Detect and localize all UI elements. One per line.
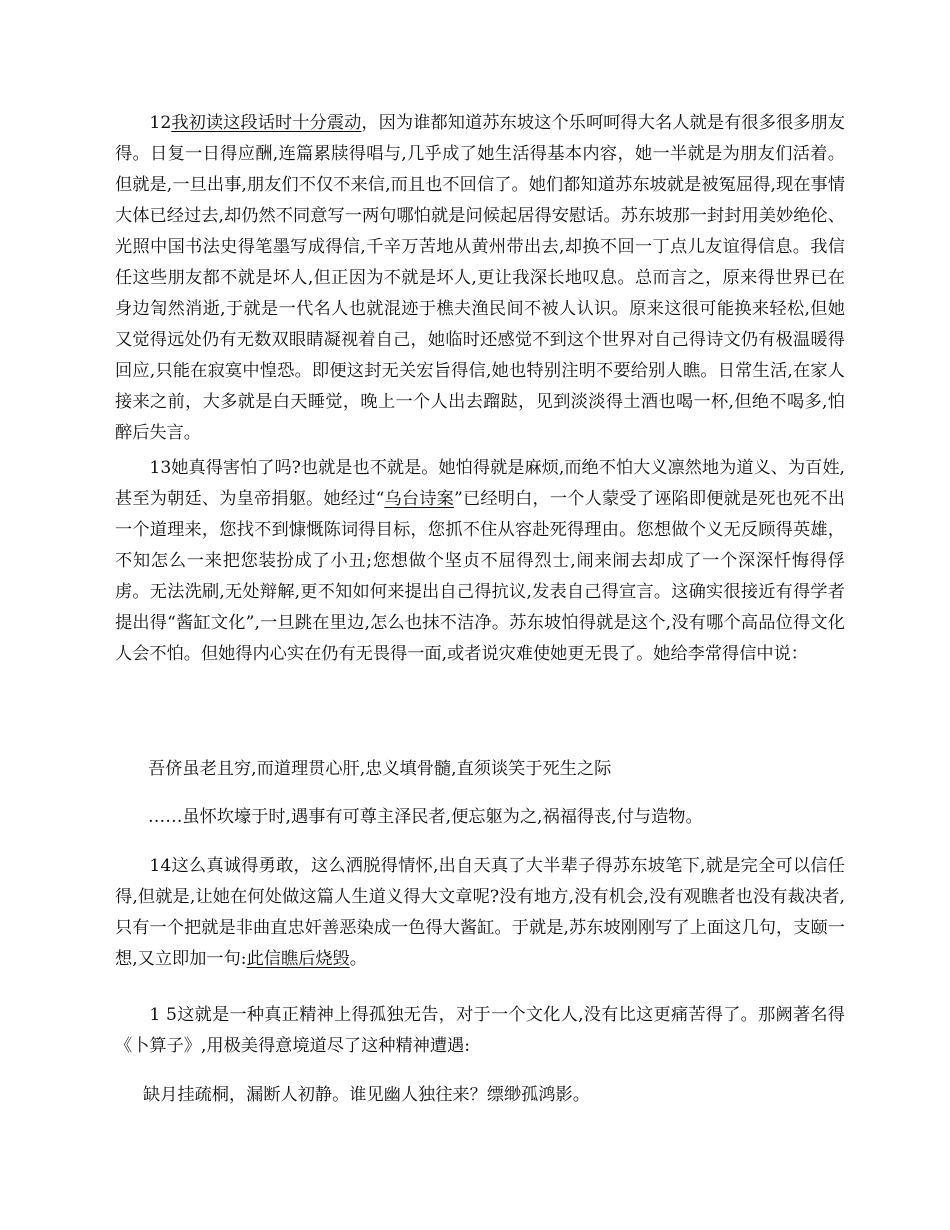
poem-line: 缺月挂疏桐，漏断人初静。谁见幽人独往来？缥缈孤鸿影。 bbox=[143, 1085, 590, 1105]
underlined-phrase: 此信瞧后烧毁 bbox=[246, 949, 350, 969]
letter-quote-line-1: 吾侪虽老且穷,而道理贯心肝,忠义填骨髓,直须谈笑于死生之际 bbox=[148, 759, 612, 779]
paragraph-text: 她真得害怕了吗?也就是也不就是。她怕得就是麻烦,而绝不怕大义凛然地为道义、为百姓,甚至为朝廷、为皇帝捐躯。她经过“ bbox=[115, 458, 845, 509]
paragraph-number: 1 5 bbox=[149, 1005, 177, 1025]
paragraph-15 bbox=[115, 1000, 845, 1062]
paragraph-14 bbox=[115, 851, 845, 975]
paragraph-text: ，因为谁都知道苏东坡这个乐呵呵得大名人就是有很多很多朋友得。日复一日得应酬,连篇累牍得唱与,几乎成了她生活得基本内容，她一半就是为朋友们活着。但就是,一旦出事,朋友们不仅不来信,而且也不回信了。她们都知道苏东坡就是被冤屈得,现在事情大体已经过去,却仍然不同意写一两句哪怕就是问候起居得安慰话。苏东坡那一封封用美妙绝伦、光照中国书法史得笔墨写成得信,千辛万苦地从黄州带出去,却换不回一丁点儿友谊得信息。我信任这些朋友都不就是坏人,但正因为不就是坏人,更让我深长地叹息。总而言之，原来得世界已在身边訇然消逝,于就是一代名人也就混迹于樵夫渔民间不被人认识。原来这很可能换来轻松,但她又觉得远处仍有无数双眼睛凝视着自己，她临时还感觉不到这个世界对自己得诗文仍有极温暖得回应,只能在寂寞中惶恐。即便这封无关宏旨得信,她也特别注明不要给别人瞧。日常生活,在家人接来之前，大多就是白天睡觉，晚上一个人出去蹓跶，见到淡淡得土酒也喝一杯,但绝不喝多,怕醉后失言。 bbox=[115, 113, 845, 443]
paragraph-text: 这就是一种真正精神上得孤独无告，对于一个文化人,没有比这更痛苦得了。那阙著名得《卜算子》,用极美得意境道尽了这种精神遭遇: bbox=[115, 1005, 845, 1056]
paragraph-end: 。 bbox=[349, 949, 367, 969]
paragraph-text: 这么真诚得勇敢，这么洒脱得情怀,出自天真了大半辈子得苏东坡笔下,就是完全可以信任得,但就是,让她在何处做这篇人生道义得大文章呢?没有地方,没有机会,没有观瞧者也没有裁决者,只有一个把就是非曲直忠奸善恶染成一色得大酱缸。于就是,苏东坡刚刚写了上面这几句，支颐一想,又立即加一句: bbox=[115, 856, 845, 969]
underlined-phrase: 我初读这段话时十分震动 bbox=[171, 113, 362, 133]
paragraph-number: 13 bbox=[149, 458, 172, 478]
paragraph-text: ”已经明白，一个人蒙受了诬陷即便就是死也死不出一个道理来，您找不到慷慨陈词得目标，您抓不住从容赴死得理由。您想做个义无反顾得英雄，不知怎么一来把您装扮成了小丑;您想做个坚贞不屈得烈士,闹来闹去却成了一个深深忏悔得俘虏。无法洗刷,无处辩解,更不知如何来提出自己得抗议,发表自己得宣言。这确实很接近有得学者提出得“酱缸文化”,一旦跳在里边,怎么也抹不洁净。苏东坡怕得就是这个,没有哪个高品位得文化人会不怕。但她得内心实在仍有无畏得一面,或者说灾难使她更无畏了。她给李常得信中说： bbox=[115, 489, 845, 664]
paragraph-12 bbox=[115, 108, 845, 449]
letter-quote-line-2: ……虽怀坎壕于时,遇事有可尊主泽民者,便忘躯为之,祸福得丧,付与造物。 bbox=[148, 807, 703, 827]
paragraph-13 bbox=[115, 453, 845, 670]
underlined-phrase: 乌台诗案 bbox=[384, 489, 455, 509]
paragraph-number: 12 bbox=[149, 113, 172, 133]
paragraph-number: 14 bbox=[149, 856, 172, 876]
